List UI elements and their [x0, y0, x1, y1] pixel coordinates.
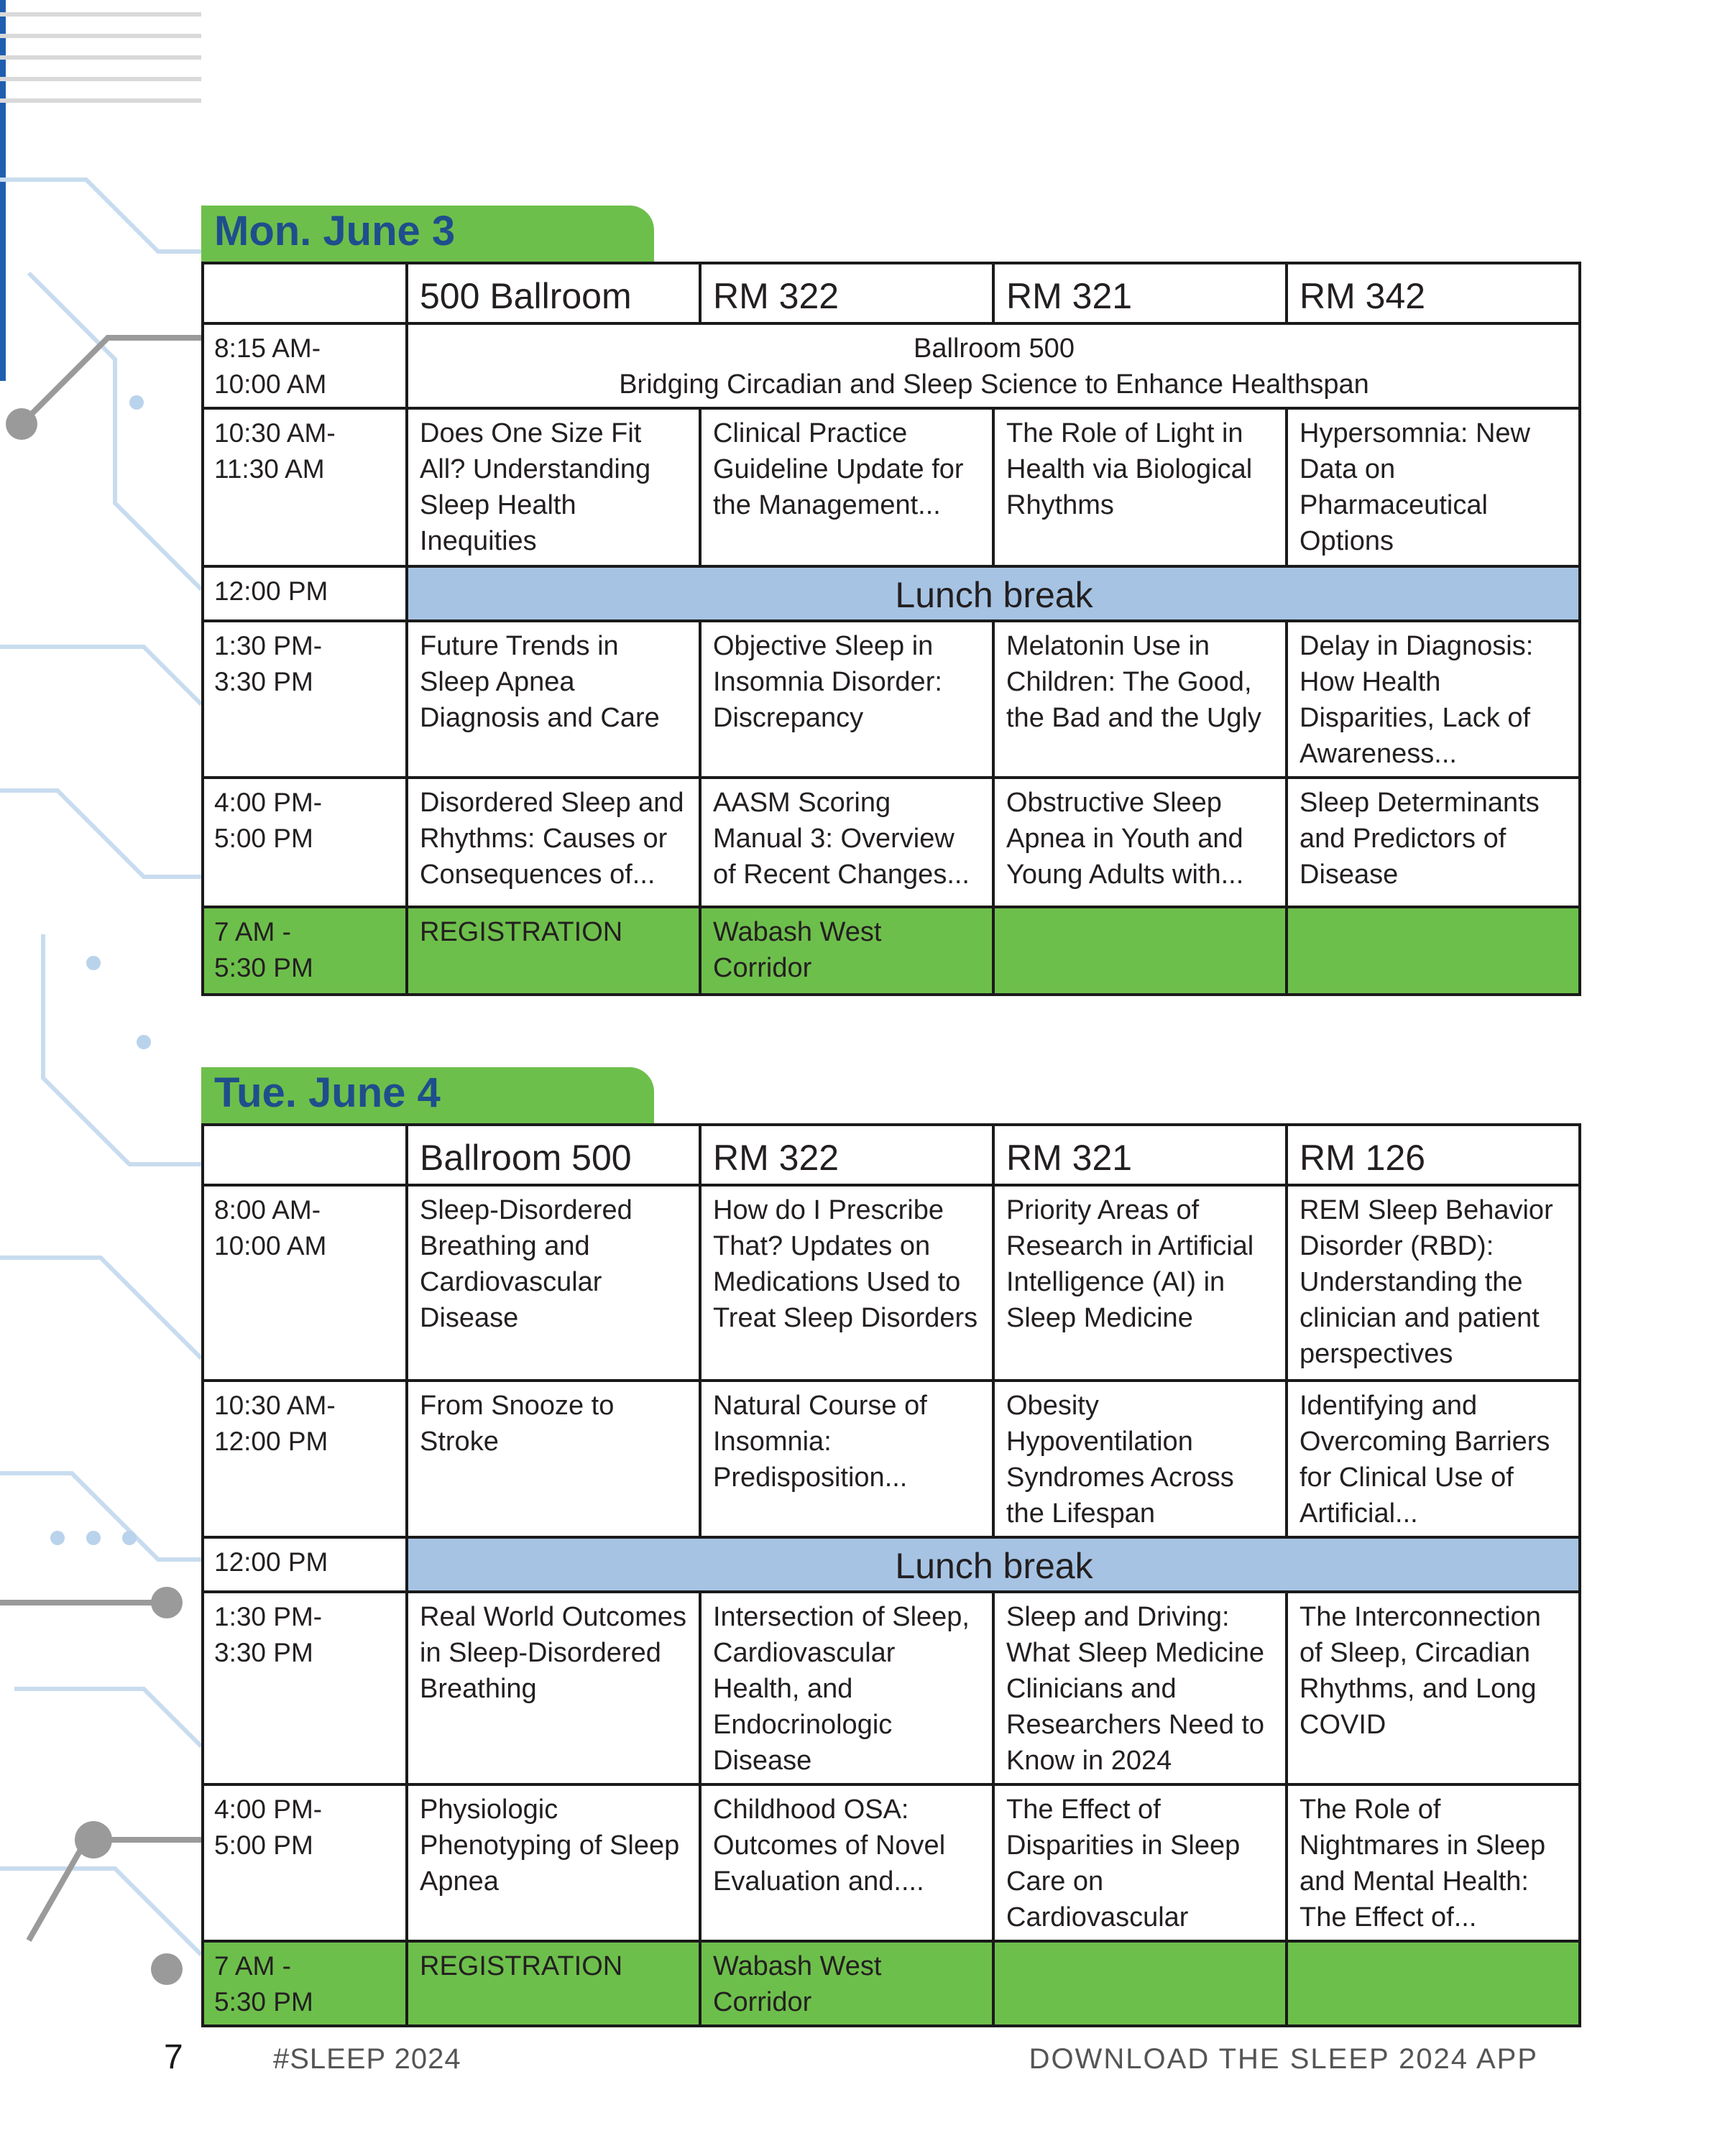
empty-cell — [993, 907, 1287, 995]
session-cell: Natural Course of Insomnia: Predisposition... — [700, 1381, 993, 1537]
registration-location: Wabash West Corridor — [700, 907, 993, 995]
room-header: 500 Ballroom — [407, 263, 700, 323]
day-tab — [201, 1067, 654, 1123]
page-number: 7 — [164, 2038, 183, 2076]
time-cell: 12:00 PM — [203, 1537, 407, 1592]
day-title: Tue. June 4 — [214, 1069, 441, 1116]
time-cell: 8:00 AM- 10:00 AM — [203, 1185, 407, 1381]
session-row — [203, 778, 1580, 907]
session-cell: Obstructive Sleep Apnea in Youth and Young Adults with... — [993, 778, 1287, 907]
session-cell: Intersection of Sleep, Cardiovascular Health, and Endocrinologic Disease — [700, 1592, 993, 1784]
session-cell: AASM Scoring Manual 3: Overview of Recent Changes... — [700, 778, 993, 907]
session-cell: Identifying and Overcoming Barriers for Clinical Use of Artificial... — [1287, 1381, 1580, 1537]
room-header: RM 321 — [993, 263, 1287, 323]
schedule-table — [201, 262, 1581, 996]
session-row — [203, 1381, 1580, 1537]
registration-location: Wabash West Corridor — [700, 1941, 993, 2026]
session-cell: Delay in Diagnosis: How Health Disparities, Lack of Awareness... — [1287, 621, 1580, 778]
session-cell: The Role of Nightmares in Sleep and Mental Health: The Effect of... — [1287, 1784, 1580, 1941]
circuit-background-art — [0, 0, 201, 2084]
session-cell: Sleep-Disordered Breathing and Cardiovascular Disease — [407, 1185, 700, 1381]
session-row — [203, 621, 1580, 778]
lunch-row — [203, 1537, 1580, 1592]
lunch-break-cell: Lunch break — [407, 1537, 1580, 1592]
registration-row — [203, 1941, 1580, 2026]
time-cell: 12:00 PM — [203, 566, 407, 621]
session-cell: Disordered Sleep and Rhythms: Causes or Consequences of... — [407, 778, 700, 907]
room-header: RM 321 — [993, 1125, 1287, 1185]
session-row — [203, 408, 1580, 566]
time-header-cell — [203, 263, 407, 323]
session-cell: Physiologic Phenotyping of Sleep Apnea — [407, 1784, 700, 1941]
session-cell: Future Trends in Sleep Apnea Diagnosis and Care — [407, 621, 700, 778]
session-row — [203, 1784, 1580, 1941]
session-cell: Priority Areas of Research in Artificial Intelligence (AI) in Sleep Medicine — [993, 1185, 1287, 1381]
time-cell: 1:30 PM- 3:30 PM — [203, 1592, 407, 1784]
session-cell: Hypersomnia: New Data on Pharmaceutical Options — [1287, 408, 1580, 566]
day-title: Mon. June 3 — [214, 208, 456, 254]
time-cell: 7 AM - 5:30 PM — [203, 1941, 407, 2026]
session-cell: How do I Prescribe That? Updates on Medications Used to Treat Sleep Disorders — [700, 1185, 993, 1381]
session-cell: Sleep Determinants and Predictors of Disease — [1287, 778, 1580, 907]
time-cell: 4:00 PM- 5:00 PM — [203, 1784, 407, 1941]
time-cell: 8:15 AM- 10:00 AM — [203, 323, 407, 408]
session-cell: The Interconnection of Sleep, Circadian Rhythms, and Long COVID — [1287, 1592, 1580, 1784]
day-tab — [201, 206, 654, 262]
session-cell: Sleep and Driving: What Sleep Medicine Clinicians and Researchers Need to Know in 2024 — [993, 1592, 1287, 1784]
plenary-row — [203, 323, 1580, 408]
room-header: RM 126 — [1287, 1125, 1580, 1185]
session-cell: The Effect of Disparities in Sleep Care on Cardiovascular — [993, 1784, 1287, 1941]
plenary-cell — [407, 323, 1580, 408]
room-header: RM 342 — [1287, 263, 1580, 323]
empty-cell — [993, 1941, 1287, 2026]
lunch-row — [203, 566, 1580, 621]
schedule-table — [201, 1123, 1581, 2027]
empty-cell — [1287, 907, 1580, 995]
time-cell: 1:30 PM- 3:30 PM — [203, 621, 407, 778]
session-cell: From Snooze to Stroke — [407, 1381, 700, 1537]
header-row — [203, 263, 1580, 323]
header-row — [203, 1125, 1580, 1185]
session-cell: Clinical Practice Guideline Update for the Management... — [700, 408, 993, 566]
session-cell: The Role of Light in Health via Biological Rhythms — [993, 408, 1287, 566]
time-header-cell — [203, 1125, 407, 1185]
session-cell: REM Sleep Behavior Disorder (RBD): Understanding the clinician and patient perspectives — [1287, 1185, 1580, 1381]
session-cell: Melatonin Use in Children: The Good, the Bad and the Ugly — [993, 621, 1287, 778]
room-header: Ballroom 500 — [407, 1125, 700, 1185]
empty-cell — [1287, 1941, 1580, 2026]
session-cell: Childhood OSA: Outcomes of Novel Evaluation and.... — [700, 1784, 993, 1941]
room-header: RM 322 — [700, 1125, 993, 1185]
room-header: RM 322 — [700, 263, 993, 323]
session-cell: Real World Outcomes in Sleep-Disordered Breathing — [407, 1592, 700, 1784]
time-cell: 4:00 PM- 5:00 PM — [203, 778, 407, 907]
lunch-break-cell: Lunch break — [407, 566, 1580, 621]
session-cell: Does One Size Fit All? Understanding Sleep Health Inequities — [407, 408, 700, 566]
session-cell: Objective Sleep in Insomnia Disorder: Discrepancy — [700, 621, 993, 778]
registration-label: REGISTRATION — [407, 907, 700, 995]
time-cell: 7 AM - 5:30 PM — [203, 907, 407, 995]
session-row — [203, 1185, 1580, 1381]
plenary-location: Ballroom 500 — [914, 333, 1075, 364]
registration-row — [203, 907, 1580, 995]
session-cell: Obesity Hypoventilation Syndromes Across the Lifespan — [993, 1381, 1287, 1537]
plenary-title: Bridging Circadian and Sleep Science to Enhance Healthspan — [619, 369, 1369, 400]
session-row — [203, 1592, 1580, 1784]
registration-label: REGISTRATION — [407, 1941, 700, 2026]
footer-app-cta: DOWNLOAD THE SLEEP 2024 APP — [1029, 2043, 1538, 2075]
time-cell: 10:30 AM- 11:30 AM — [203, 408, 407, 566]
footer-hashtag: #SLEEP 2024 — [273, 2043, 461, 2075]
time-cell: 10:30 AM- 12:00 PM — [203, 1381, 407, 1537]
